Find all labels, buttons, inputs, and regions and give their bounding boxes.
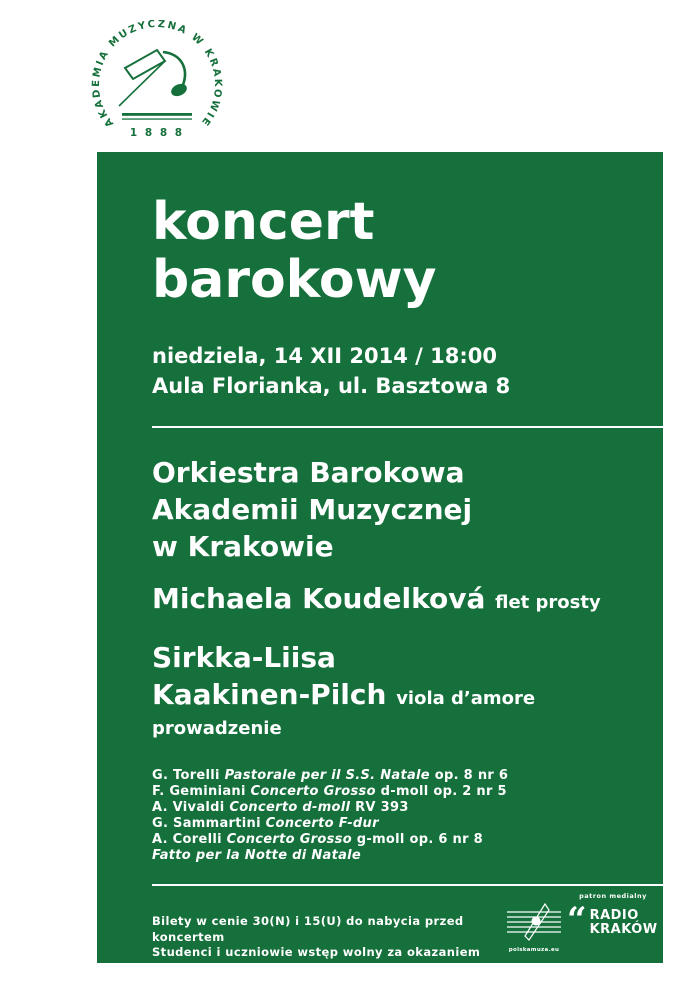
program-work: Concerto F-dur bbox=[265, 816, 379, 831]
conductor-label: prowadzenie bbox=[152, 718, 282, 739]
academy-logo-graphic bbox=[85, 20, 235, 158]
divider-bottom bbox=[152, 884, 663, 886]
radio-krakow-name-line2: KRAKÓW bbox=[589, 922, 658, 937]
radio-krakow-quotes-icon: “ bbox=[567, 900, 587, 940]
program-composer: G. Sammartini bbox=[152, 816, 261, 831]
program-work: Concerto d-moll bbox=[229, 800, 351, 815]
academy-logo-arc-text: AKADEMIA MUZYCZNA W KRAKOWIE bbox=[90, 20, 224, 129]
program-composer: G. Torelli bbox=[152, 768, 220, 783]
soloist-1 bbox=[152, 582, 657, 620]
soloist-1-name: Michaela Koudelková bbox=[152, 582, 486, 615]
polskamuza-logo bbox=[502, 902, 566, 953]
divider-top bbox=[152, 426, 663, 428]
academy-of-music-logo bbox=[85, 20, 235, 158]
program-item bbox=[152, 816, 657, 832]
orchestra-name bbox=[152, 454, 653, 565]
radio-krakow-logo bbox=[567, 892, 659, 940]
program-item bbox=[152, 768, 657, 784]
soloist-2-name-line1: Sirkka-Liisa bbox=[152, 641, 336, 674]
orchestra-line2: Akademii Muzycznej bbox=[152, 493, 473, 526]
soloist-2-name-line2 bbox=[152, 676, 657, 717]
soloist-2 bbox=[152, 639, 657, 717]
radio-krakow-name bbox=[590, 909, 658, 937]
orchestra-line1: Orkiestra Barokowa bbox=[152, 456, 465, 489]
program-detail: d-moll op. 2 nr 5 bbox=[380, 784, 507, 799]
svg-text:AKADEMIA MUZYCZNA W KRAKOWIE bbox=[91, 20, 223, 129]
program-work: Pastorale per il S.S. Natale bbox=[224, 768, 430, 783]
ticket-info bbox=[152, 914, 512, 976]
radio-krakow-lockup bbox=[567, 900, 659, 940]
program-composer: A. Corelli bbox=[152, 832, 222, 847]
polskamuza-icon bbox=[505, 902, 563, 942]
program-detail: g-moll op. 6 nr 8 bbox=[356, 832, 483, 847]
program-list bbox=[152, 768, 657, 864]
program-work: Concerto Grosso bbox=[250, 784, 376, 799]
program-composer: F. Geminiani bbox=[152, 784, 246, 799]
soloist-2-name-line2-text: Kaakinen-Pilch bbox=[152, 678, 387, 711]
program-item bbox=[152, 848, 657, 864]
piano-staff-lines bbox=[122, 113, 192, 120]
ticket-info-line1: Bilety w cenie 30(N) i 15(U) do nabycia przed koncertem bbox=[152, 914, 464, 944]
polskamuza-url: polskamuza.eu bbox=[508, 947, 560, 953]
radio-krakow-name-line1: RADIO bbox=[589, 908, 639, 923]
ticket-info-line2: Studenci i uczniowie wstęp wolny za okazaniem legitymacji bbox=[152, 945, 481, 975]
program-detail: RV 393 bbox=[355, 800, 409, 815]
patron-medialny-label: patron medialny bbox=[579, 892, 647, 900]
program-item bbox=[152, 800, 657, 816]
program-item bbox=[152, 784, 657, 800]
soloist-2-role: viola d’amore bbox=[396, 688, 536, 709]
academy-logo-year: 1 8 8 8 bbox=[129, 127, 185, 139]
piano-icon bbox=[119, 50, 189, 106]
program-work: Concerto Grosso bbox=[226, 832, 352, 847]
poster-body bbox=[97, 152, 663, 975]
poster-title-line2: barokowy bbox=[152, 250, 437, 310]
program-detail: op. 8 nr 6 bbox=[434, 768, 509, 783]
soloist-1-role: flet prosty bbox=[495, 592, 601, 613]
event-date: niedziela, 14 XII 2014 / 18:00 bbox=[152, 344, 497, 368]
program-item bbox=[152, 832, 657, 848]
poster-title-line1: koncert bbox=[152, 192, 375, 252]
program-composer: A. Vivaldi bbox=[152, 800, 225, 815]
event-venue: Aula Florianka, ul. Basztowa 8 bbox=[152, 374, 511, 398]
orchestra-line3: w Krakowie bbox=[152, 530, 334, 563]
event-details bbox=[152, 341, 653, 401]
poster-title bbox=[152, 193, 653, 309]
program-work: Fatto per la Notte di Natale bbox=[152, 848, 362, 863]
